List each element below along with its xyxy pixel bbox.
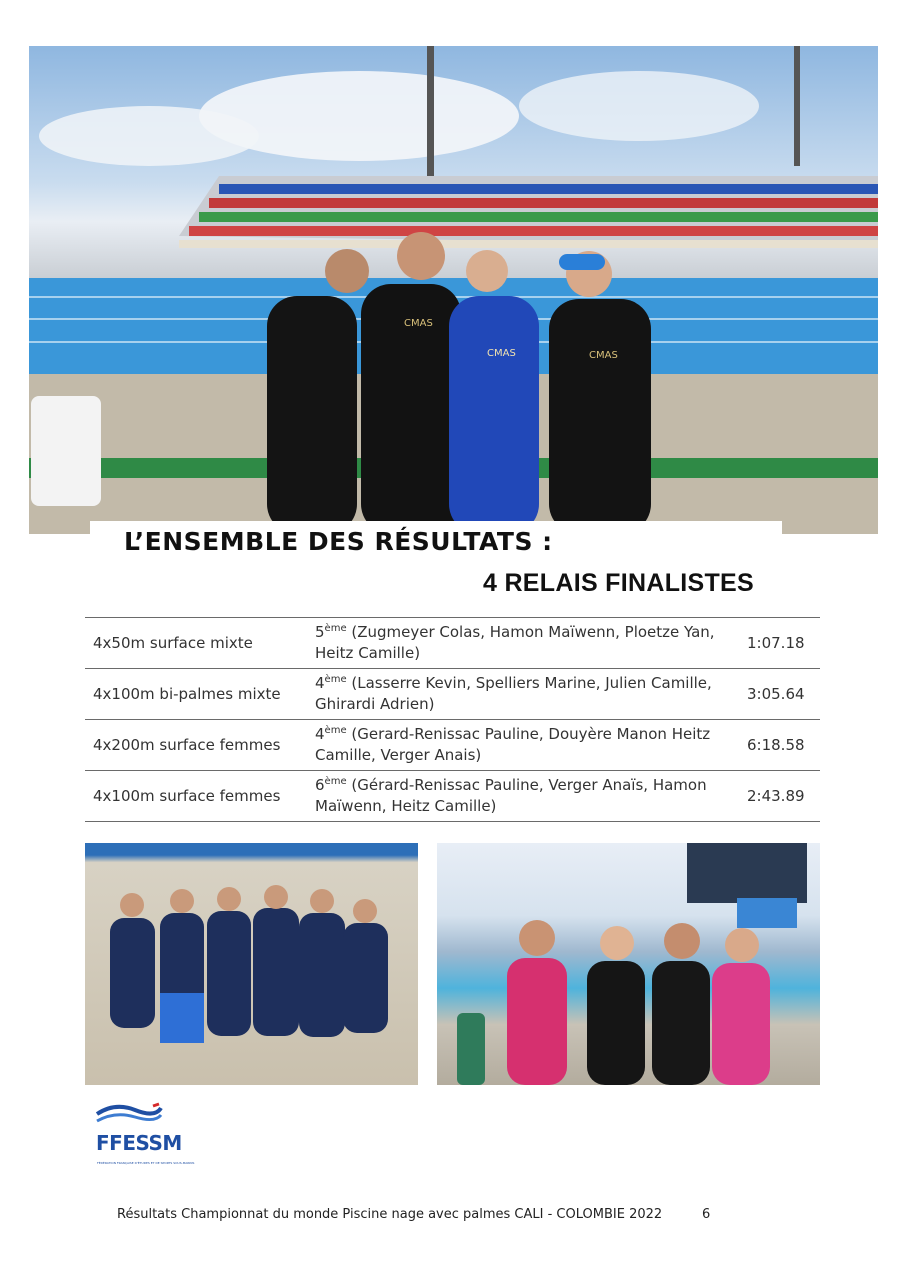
team-cell — [315, 771, 729, 822]
suit-logo-text: CMAS — [404, 318, 433, 329]
rank-suffix: ème — [324, 725, 347, 736]
event-name: 4x100m surface femmes — [93, 786, 281, 805]
wave-icon — [97, 1104, 161, 1121]
event-name: 4x100m bi-palmes mixte — [93, 684, 281, 703]
table-row — [85, 618, 820, 669]
result-time: 2:43.89 — [747, 786, 805, 805]
section-subtitle: 4 RELAIS FINALISTES — [483, 569, 755, 597]
team-cell — [315, 720, 729, 771]
relay-finishers-illustration — [437, 843, 820, 1085]
rank: 5 — [315, 623, 325, 641]
table-row — [85, 669, 820, 720]
page-number: 6 — [702, 1207, 711, 1222]
relay-finishers-photo — [437, 843, 820, 1085]
rank-suffix: ème — [324, 776, 347, 787]
section-title: L’ENSEMBLE DES RÉSULTATS : — [124, 527, 553, 556]
rank-suffix: ème — [324, 674, 347, 685]
results-table — [85, 617, 820, 822]
result-time: 6:18.58 — [747, 735, 805, 754]
hero-photo-illustration — [29, 46, 878, 534]
team-cell — [315, 669, 729, 720]
result-time: 1:07.18 — [747, 633, 805, 652]
logo-text: FFESSM — [96, 1131, 182, 1155]
rank-suffix: ème — [324, 623, 347, 634]
table-row — [85, 720, 820, 771]
svg-text:CMAS: CMAS — [589, 350, 618, 361]
event-name: 4x50m surface mixte — [93, 633, 253, 652]
logo-tagline: FÉDÉRATION FRANÇAISE D'ÉTUDES ET DE SPORTS SOUS-MARINS — [97, 1161, 195, 1165]
team-members: (Gérard-Renissac Pauline, Verger Anaïs, Hamon Maïwenn, Heitz Camille) — [315, 776, 707, 815]
team-cell — [315, 618, 729, 669]
team-group-photo — [85, 843, 418, 1085]
hero-photo-relay-team — [29, 46, 878, 534]
rank: 4 — [315, 674, 325, 692]
svg-text:CMAS: CMAS — [487, 348, 516, 359]
result-time: 3:05.64 — [747, 684, 805, 703]
team-members: (Gerard-Renissac Pauline, Douyère Manon Heitz Camille, Verger Anais) — [315, 725, 711, 764]
footer-text: Résultats Championnat du monde Piscine nage avec palmes CALI - COLOMBIE 2022 — [117, 1207, 663, 1222]
event-name: 4x200m surface femmes — [93, 735, 281, 754]
rank: 4 — [315, 725, 325, 743]
team-group-illustration — [85, 843, 418, 1085]
team-members: (Lasserre Kevin, Spelliers Marine, Julien Camille, Ghirardi Adrien) — [315, 674, 712, 713]
rank: 6 — [315, 776, 325, 794]
table-row — [85, 771, 820, 822]
team-members: (Zugmeyer Colas, Hamon Maïwenn, Ploetze Yan, Heitz Camille) — [315, 623, 715, 662]
